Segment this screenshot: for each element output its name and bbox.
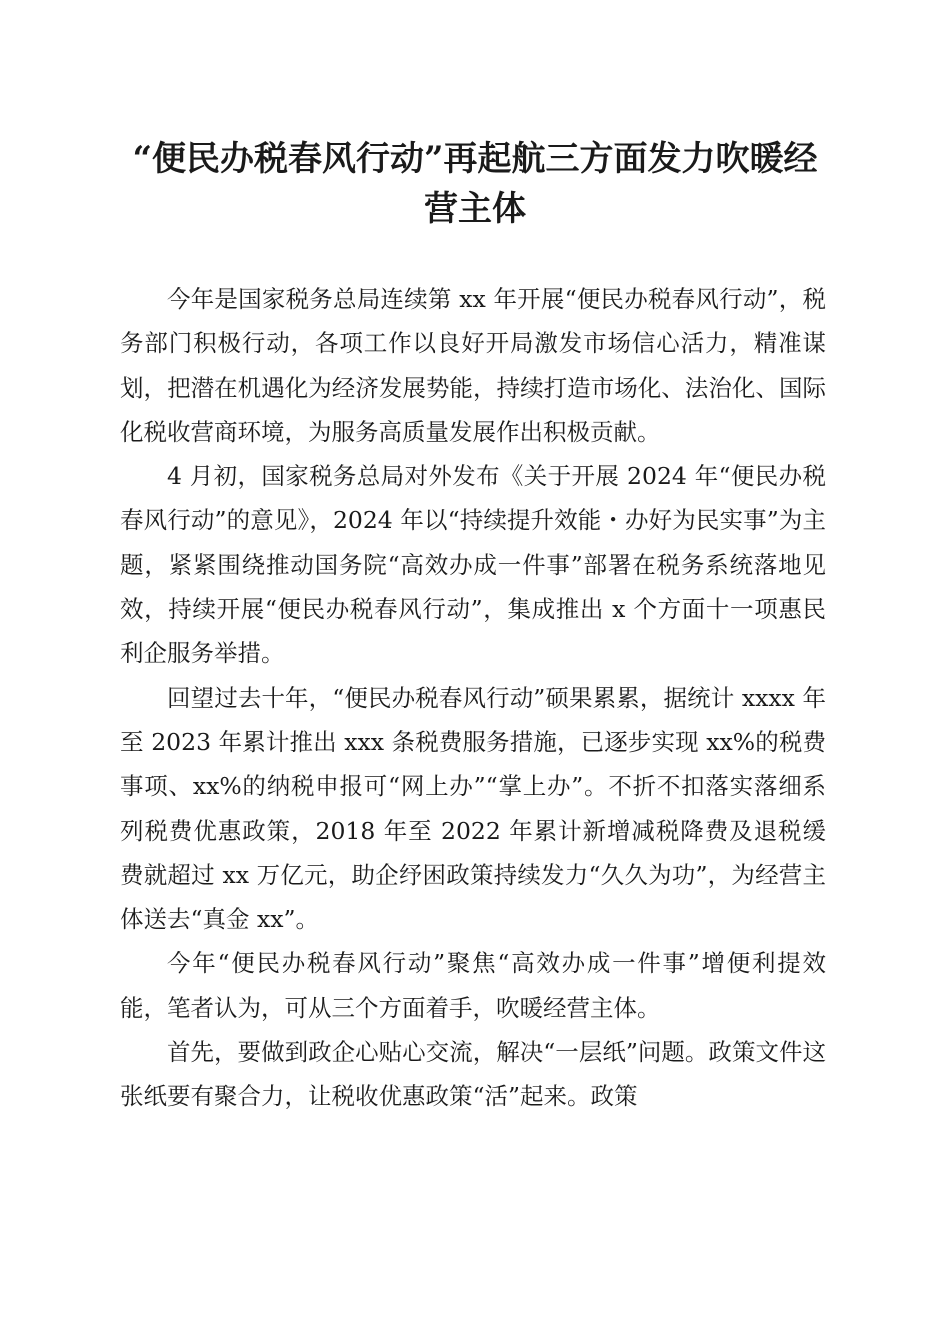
paragraph-1: 今年是国家税务总局连续第 xx 年开展“便民办税春风行动”，税务部门积极行动，各项工作以良好开局激发市场信心活力，精准谋划，把潜在机遇化为经济发展势能，持续打造市场化、法治化、国际化税收营商环境，为服务高质量发展作出积极贡献。 — [120, 285, 826, 446]
paragraph-3: 回望过去十年，“便民办税春风行动”硕果累累，据统计 xxxx 年至 2023 年累计推出 xxx 条税费服务措施，已逐步实现 xx%的税费事项、xx%的纳税申报可“网上办”“掌上办”。不折不扣落实落细系列税费优惠政策，2018 年至 2022 年累计新增减税降费及退税缓费就超过 xx 万亿元，助企纾困政策持续发力“久久为功”，为经营主体送去“真金 xx”。 — [120, 683, 826, 934]
document-body — [120, 277, 826, 1119]
paragraph-4: 今年“便民办税春风行动”聚焦“高效办成一件事”增便利提效能，笔者认为，可从三个方面着手，吹暖经营主体。 — [120, 949, 826, 1022]
paragraph-2: 4 月初，国家税务总局对外发布《关于开展 2024 年“便民办税春风行动”的意见》，2024 年以“持续提升效能・办好为民实事”为主题，紧紧围绕推动国务院“高效办成一件事”部署在税务系统落地见效，持续开展“便民办税春风行动”，集成推出 x 个方面十一项惠民利企服务举措。 — [120, 462, 826, 668]
document-title: “便民办税春风行动”再起航三方面发力吹暖经营主体 — [132, 139, 818, 229]
paragraph-5: 首先，要做到政企心贴心交流，解决“一层纸”问题。政策文件这张纸要有聚合力，让税收优惠政策“活”起来。政策 — [120, 1038, 826, 1111]
